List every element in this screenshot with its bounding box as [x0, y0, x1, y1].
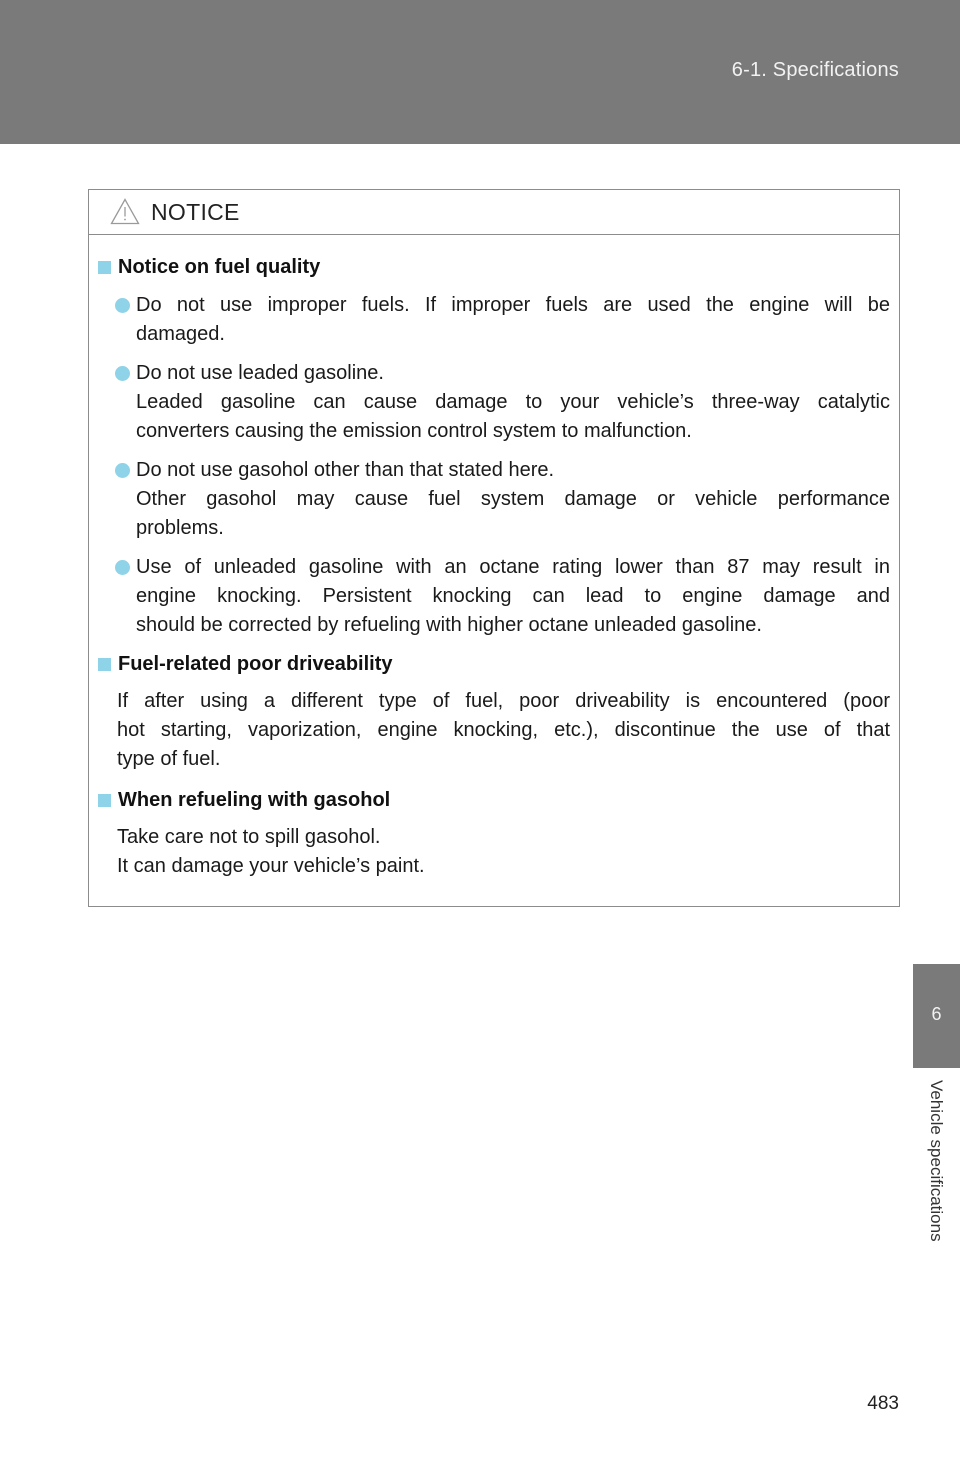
chapter-tab [913, 964, 960, 1068]
chapter-number: 6 [931, 1004, 942, 1024]
paragraph-line: It can damage your vehicle’s paint. [117, 855, 425, 877]
bullet-line: problems. [136, 517, 224, 539]
bullet-line: Do not use leaded gasoline. [136, 362, 384, 384]
chapter-label: Vehicle specifications [927, 1080, 946, 1242]
list-item [115, 553, 890, 640]
paragraph-line: type of fuel. [117, 748, 221, 770]
bullet-line: should be corrected by refueling with higher octane unleaded gasoline. [136, 614, 762, 636]
page-number: 483 [867, 1393, 899, 1414]
bullet-dot-icon [115, 463, 130, 478]
notice-box [88, 189, 900, 907]
section-heading-driveability [98, 653, 393, 676]
section-heading-text: Fuel-related poor driveability [118, 653, 393, 675]
section-heading-fuel-quality [98, 256, 320, 279]
bullet-line: converters causing the emission control system to malfunction. [136, 420, 692, 442]
section-marker-icon [98, 794, 111, 807]
section-heading-text: Notice on fuel quality [118, 256, 321, 278]
bullet-dot-icon [115, 298, 130, 313]
bullet-line: Do not use gasohol other than that stated here. [136, 459, 555, 481]
warning-triangle-icon [110, 198, 140, 225]
header-band [0, 0, 960, 144]
bullet-line: damaged. [136, 323, 225, 345]
list-item [115, 291, 890, 349]
paragraph-line: Take care not to spill gasohol. [117, 826, 381, 848]
bullet-line: engine knocking. Persistent knocking can lead to engine damage and [136, 585, 890, 607]
section-heading-text: When refueling with gasohol [118, 789, 391, 811]
bullet-dot-icon [115, 560, 130, 575]
paragraph [117, 687, 890, 774]
paragraph-line: hot starting, vaporization, engine knocking, etc.), discontinue the use of that [117, 719, 890, 741]
notice-header [89, 190, 899, 235]
list-item [115, 359, 890, 446]
paragraph [117, 823, 890, 881]
bullet-line: Leaded gasoline can cause damage to your vehicle’s three-way catalytic [136, 391, 890, 413]
section-marker-icon [98, 261, 111, 274]
bullet-line: Do not use improper fuels. If improper fuels are used the engine will be [136, 294, 890, 316]
section-heading-gasohol [98, 789, 390, 812]
section-title: 6-1. Specifications [731, 59, 899, 81]
paragraph-line: If after using a different type of fuel, poor driveability is encountered (poor [117, 690, 890, 712]
bullet-line: Other gasohol may cause fuel system damage or vehicle performance [136, 488, 890, 510]
notice-title: NOTICE [151, 199, 240, 225]
section-marker-icon [98, 658, 111, 671]
bullet-dot-icon [115, 366, 130, 381]
bullet-line: Use of unleaded gasoline with an octane rating lower than 87 may result in [136, 556, 890, 578]
list-item [115, 456, 890, 543]
